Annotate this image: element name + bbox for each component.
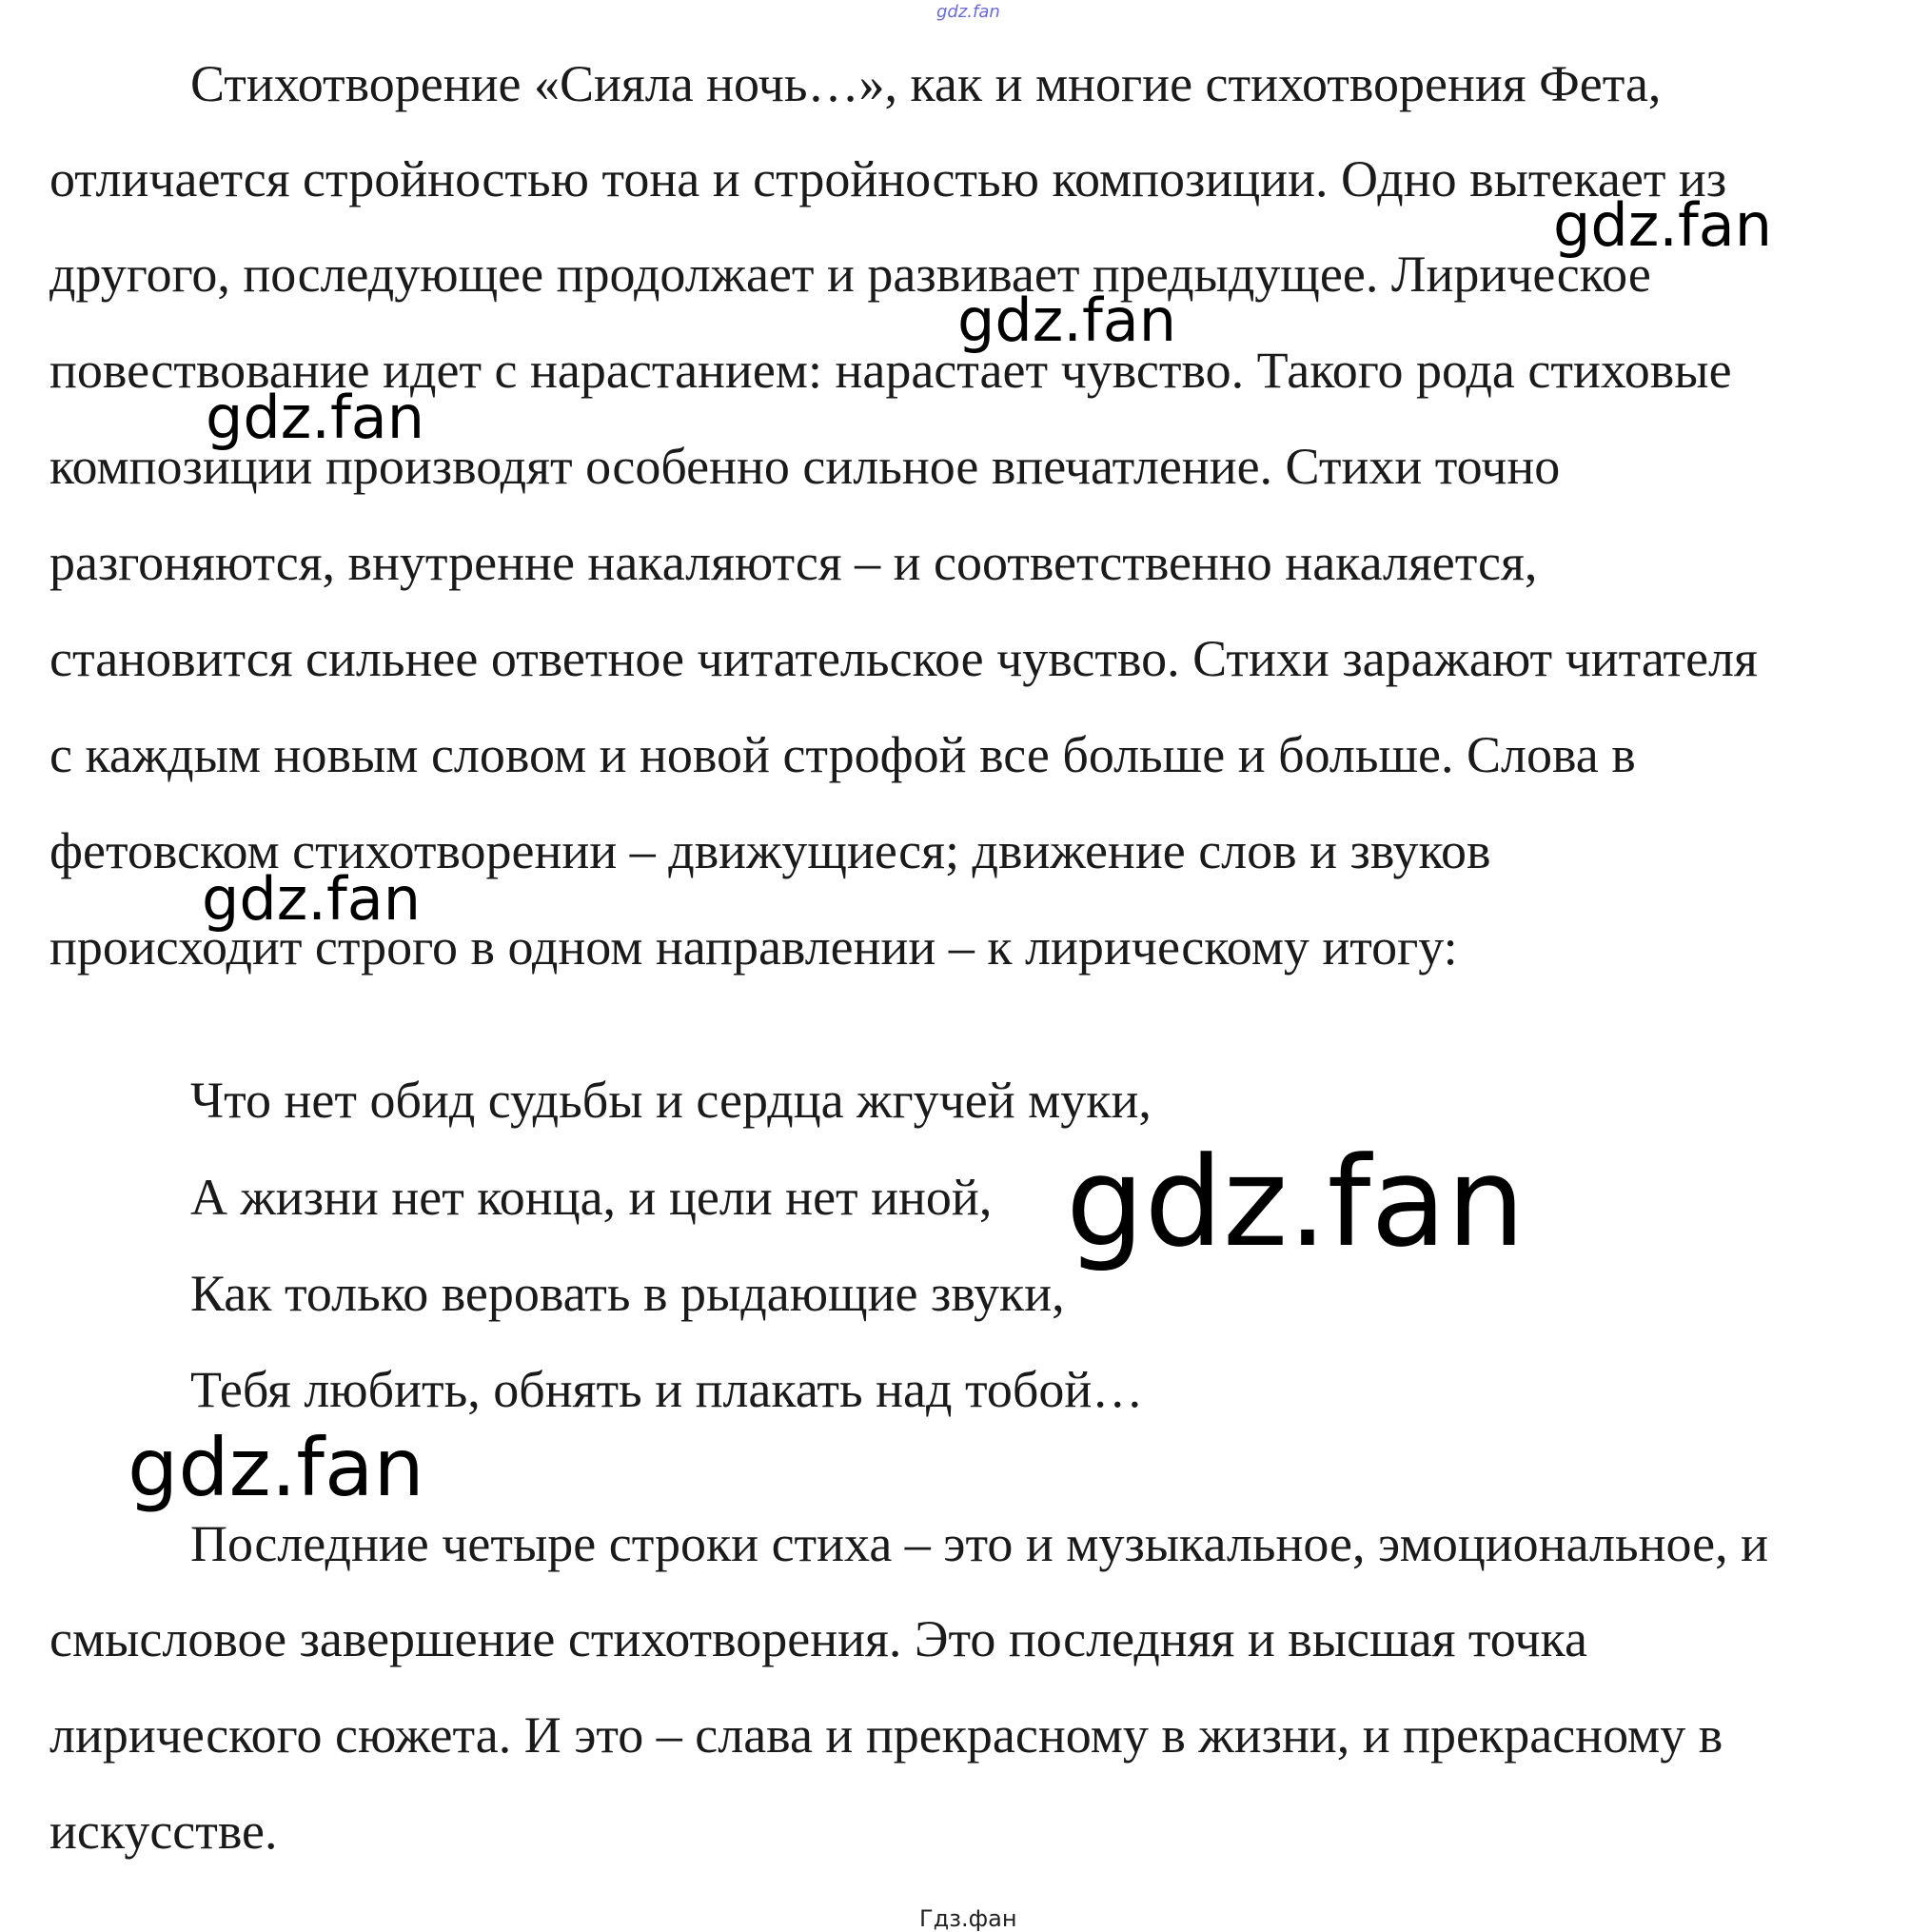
watermark-4: gdz.fan — [202, 864, 422, 934]
verse-line-1: Что нет обид судьбы и сердца жгучей муки, — [190, 1072, 1152, 1129]
watermark-5: gdz.fan — [1066, 1130, 1526, 1274]
paragraph-1-line-7: становится сильнее ответное читательское чувство. Стихи заражают читателя — [49, 630, 1758, 687]
footer-text: Гдз.фан — [919, 1905, 1017, 1932]
paragraph-1-line-10: происходит строго в одном направлении – к лирическому итогу: — [49, 918, 1458, 976]
paragraph-1-line-2: отличается стройностью тона и стройностью композиции. Одно вытекает из — [49, 150, 1727, 207]
paragraph-2-line-4: искусстве. — [49, 1803, 278, 1860]
watermark-2: gdz.fan — [957, 286, 1177, 355]
paragraph-2-line-2: смысловое завершение стихотворения. Это последняя и высшая точка — [49, 1610, 1587, 1667]
paragraph-1-line-5: композиции производят особенно сильное впечатление. Стихи точно — [49, 438, 1561, 495]
paragraph-1-line-4: повествование идет с нарастанием: нарастает чувство. Такого рода стиховые — [49, 342, 1732, 399]
verse-line-4: Тебя любить, обнять и плакать над тобой… — [190, 1361, 1144, 1418]
watermark-3: gdz.fan — [206, 383, 425, 452]
paragraph-2-line-1: Последние четыре строки стиха – это и музыкальное, эмоциональное, и — [190, 1515, 1769, 1572]
paragraph-1-line-1: Стихотворение «Сияла ночь…», как и многие стихотворения Фета, — [190, 55, 1662, 112]
paragraph-2-line-3: лирического сюжета. И это – слава и прекрасному в жизни, и прекрасному в — [49, 1706, 1723, 1764]
watermark-1: gdz.fan — [1553, 190, 1773, 260]
paragraph-1-line-6: разгоняются, внутренне накаляются – и соответственно накаляется, — [49, 534, 1538, 591]
paragraph-1-line-3: другого, последующее продолжает и развивает предыдущее. Лирическое — [49, 246, 1651, 303]
paragraph-1-line-9: фетовском стихотворении – движущиеся; движение слов и звуков — [49, 822, 1491, 879]
watermark-6: gdz.fan — [128, 1421, 424, 1514]
header-watermark: gdz.fan — [936, 2, 1000, 22]
paragraph-1-line-8: с каждым новым словом и новой строфой все больше и больше. Слова в — [49, 726, 1636, 783]
verse-line-3: Как только веровать в рыдающие звуки, — [190, 1265, 1065, 1322]
verse-line-2: А жизни нет конца, и цели нет иной, — [190, 1169, 993, 1226]
